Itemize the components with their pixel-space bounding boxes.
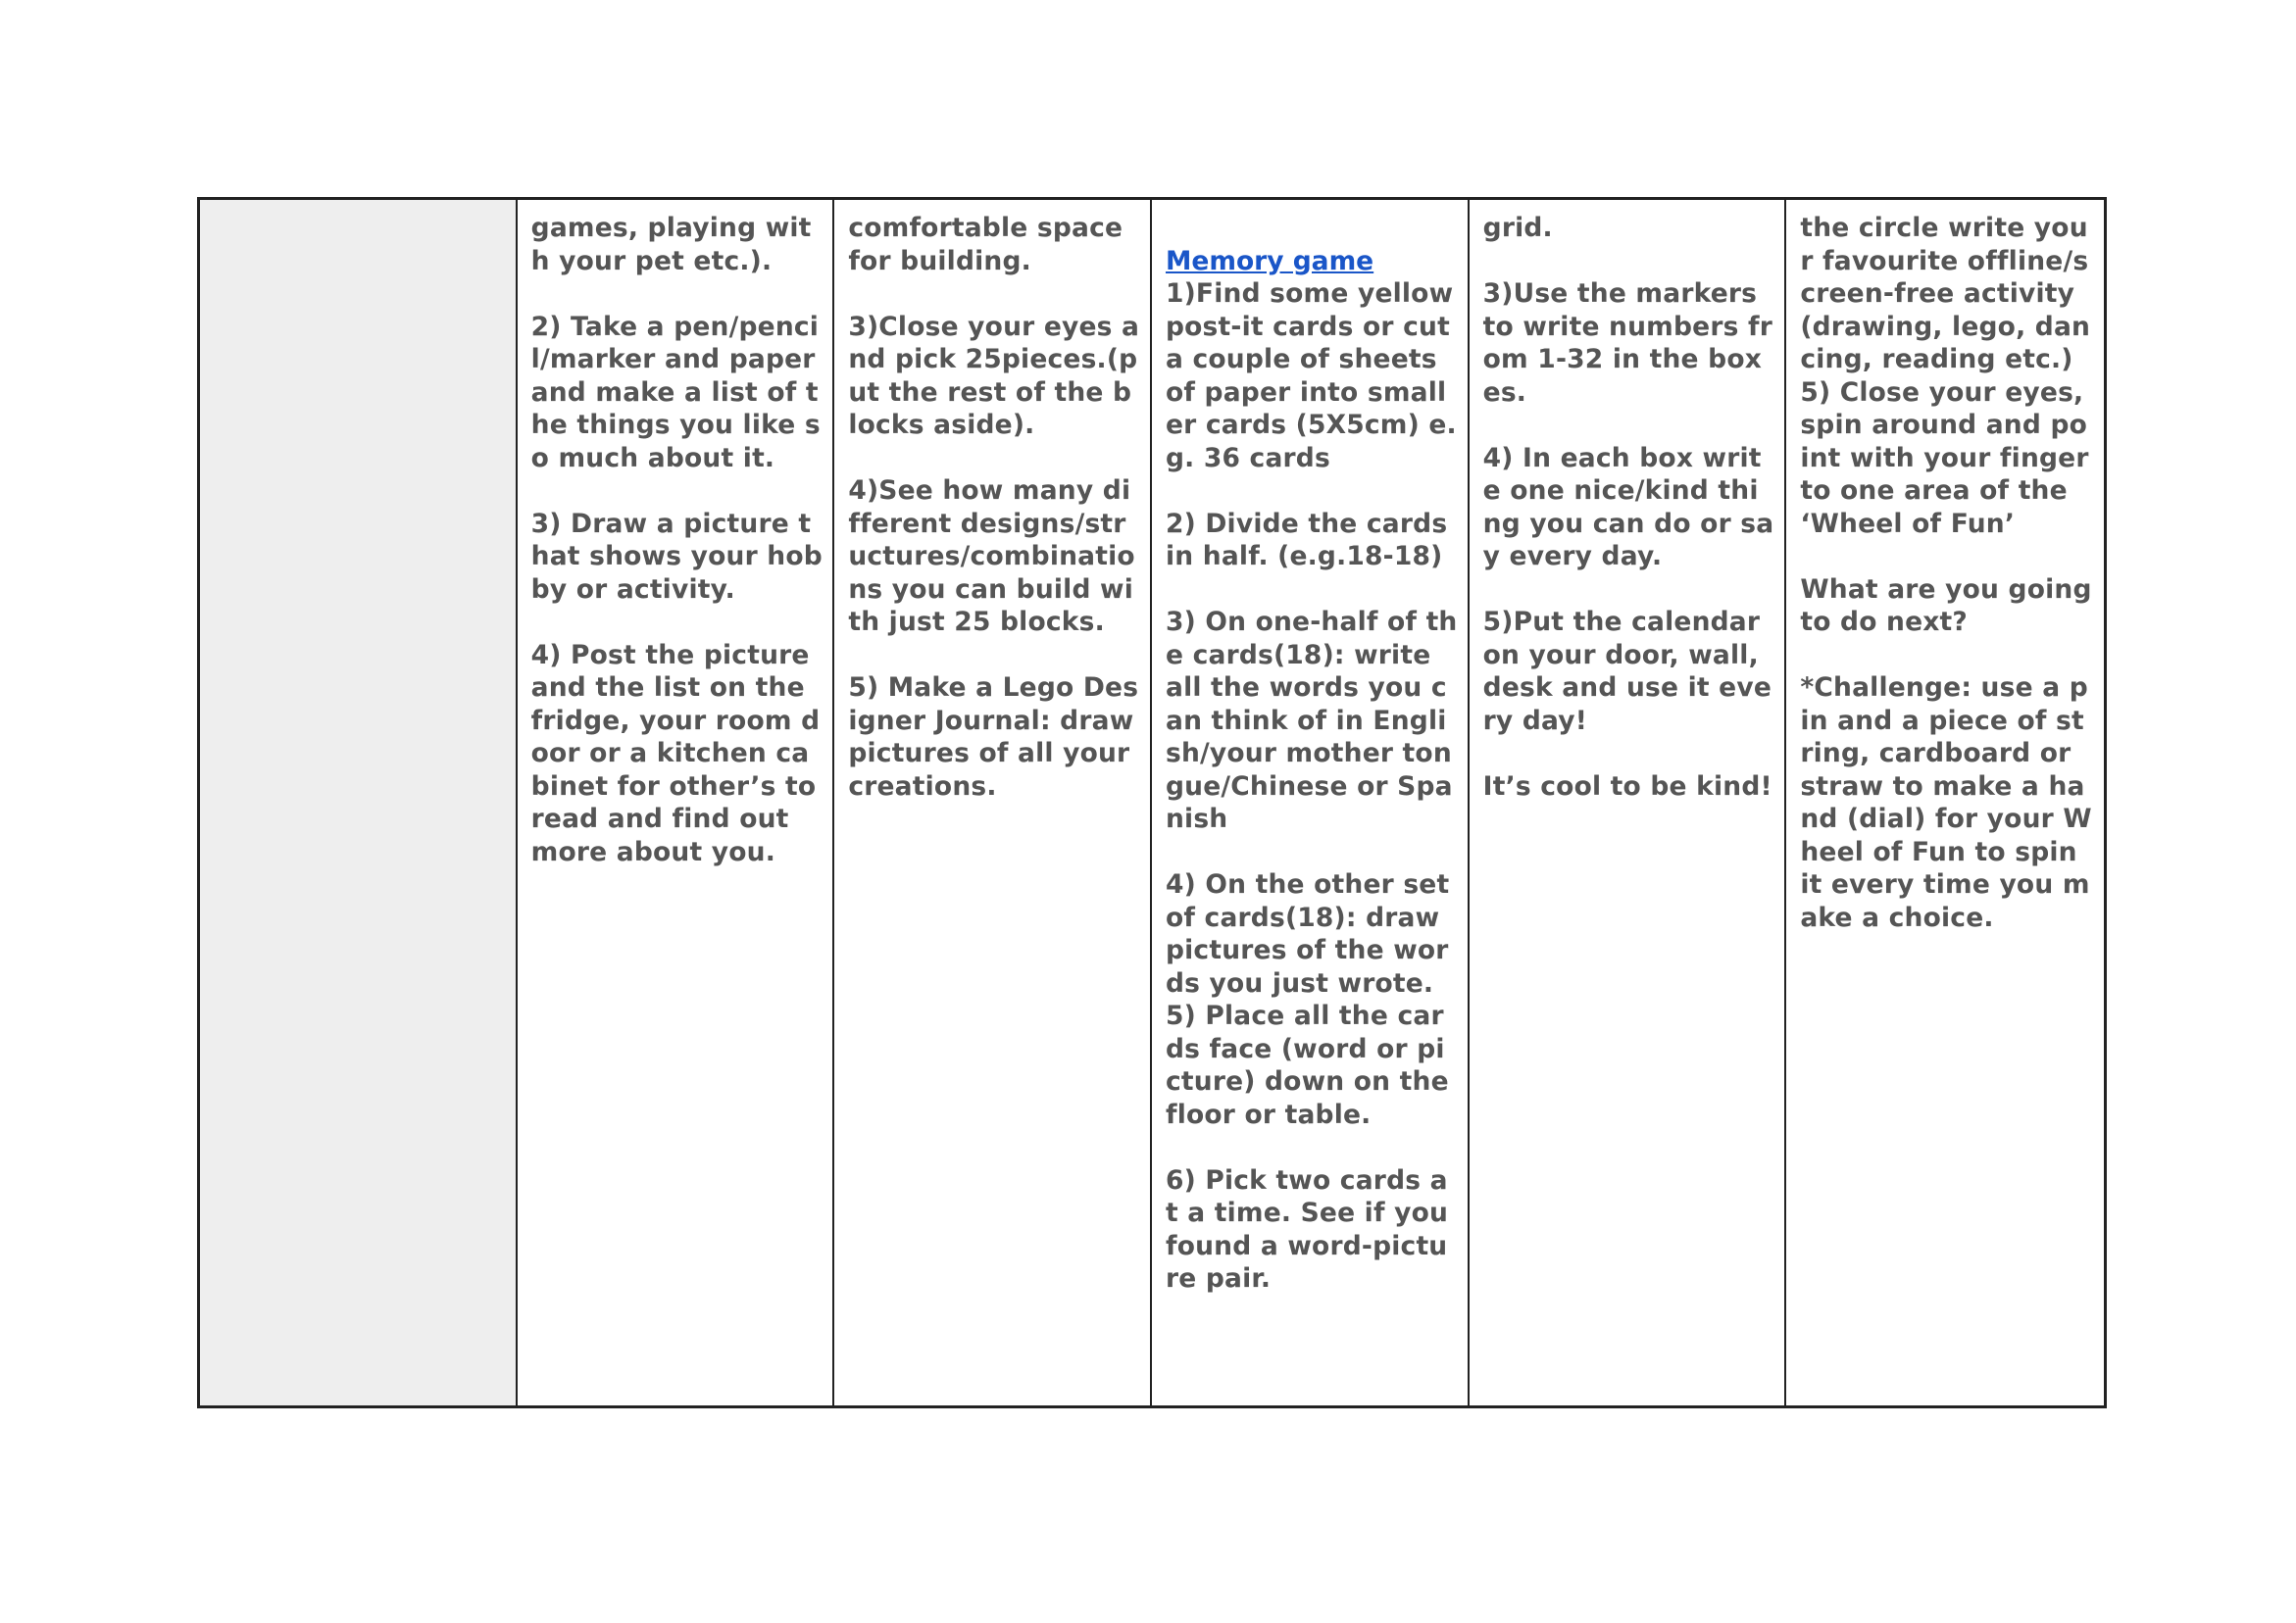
memory-paragraph-1: 1)Find some yellow post-it cards or cut a couple of sheets of paper into smaller cards (5X5cm) e.g. 36 cards [1165, 278, 1463, 473]
wheel-paragraph-4: *Challenge: use a pin and a piece of string, cardboard or straw to make a hand (dial) for your Wheel of Fun to spin it every time you make a choice. [1800, 672, 2092, 933]
activity-table [197, 197, 2107, 1408]
wheel-paragraph-2: 5) Close your eyes, spin around and point with your finger to one area of the ‘Wheel of Fun’ [1800, 376, 2099, 539]
lego-paragraph-1: comfortable space for building. [848, 213, 1132, 276]
lego-paragraph-3: 4)See how many different designs/structures/combinations you can build with just 25 blocks. [848, 475, 1135, 637]
table-cell-wheel-of-fun [1786, 200, 2104, 1405]
memory-paragraph-5: 5) Place all the cards face (word or picture) down on the floor or table. [1165, 1001, 1459, 1130]
hobby-paragraph-3: 3) Draw a picture that shows your hobby or activity. [530, 508, 823, 605]
kindness-paragraph-5: It’s cool to be kind! [1482, 770, 1772, 802]
table-cell-kindness [1470, 200, 1787, 1405]
wheel-paragraph-1: the circle write your favourite offline/screen-free activity (drawing, lego, dancing, reading etc.) [1800, 213, 2091, 374]
kindness-paragraph-2: 3)Use the markers to write numbers from 1-32 in the boxes. [1482, 278, 1773, 408]
lego-paragraph-4: 5) Make a Lego Designer Journal: draw pictures of all your creations. [848, 672, 1143, 802]
memory-paragraph-3: 3) On one-half of the cards(18): write all the words you can think of in English/your mother tongue/Chinese or Spanish [1165, 607, 1458, 834]
memory-game-link[interactable]: Memory game [1165, 245, 1374, 276]
memory-paragraph-2: 2) Divide the cards in half. (e.g.18-18) [1165, 508, 1457, 571]
memory-paragraph-4: 4) On the other set of cards(18): draw pictures of the words you just wrote. [1165, 869, 1459, 999]
kindness-paragraph-3: 4) In each box write one nice/kind thing you can do or say every day. [1482, 442, 1774, 571]
table-cell-memory-game [1152, 200, 1470, 1405]
memory-paragraph-6: 6) Pick two cards at a time. See if you found a word-picture pair. [1165, 1164, 1458, 1294]
table-cell-empty [200, 200, 518, 1405]
kindness-paragraph-4: 5)Put the calendar on your door, wall, desk and use it every day! [1482, 607, 1772, 736]
hobby-paragraph-4: 4) Post the picture and the list on the fridge, your room door or a kitchen cabinet for other’s to read and find out more about you. [530, 639, 825, 867]
hobby-paragraph-2: 2) Take a pen/pencil/marker and paper and make a list of the things you like so much about it. [530, 311, 825, 473]
table-cell-lego [834, 200, 1152, 1405]
kindness-paragraph-1: grid. [1482, 213, 1553, 243]
hobby-paragraph-1: games, playing with your pet etc.). [530, 213, 812, 276]
table-cell-hobby [518, 200, 835, 1405]
wheel-paragraph-3: What are you going to do next? [1800, 573, 2102, 637]
lego-paragraph-2: 3)Close your eyes and pick 25pieces.(put the rest of the blocks aside). [848, 311, 1140, 440]
